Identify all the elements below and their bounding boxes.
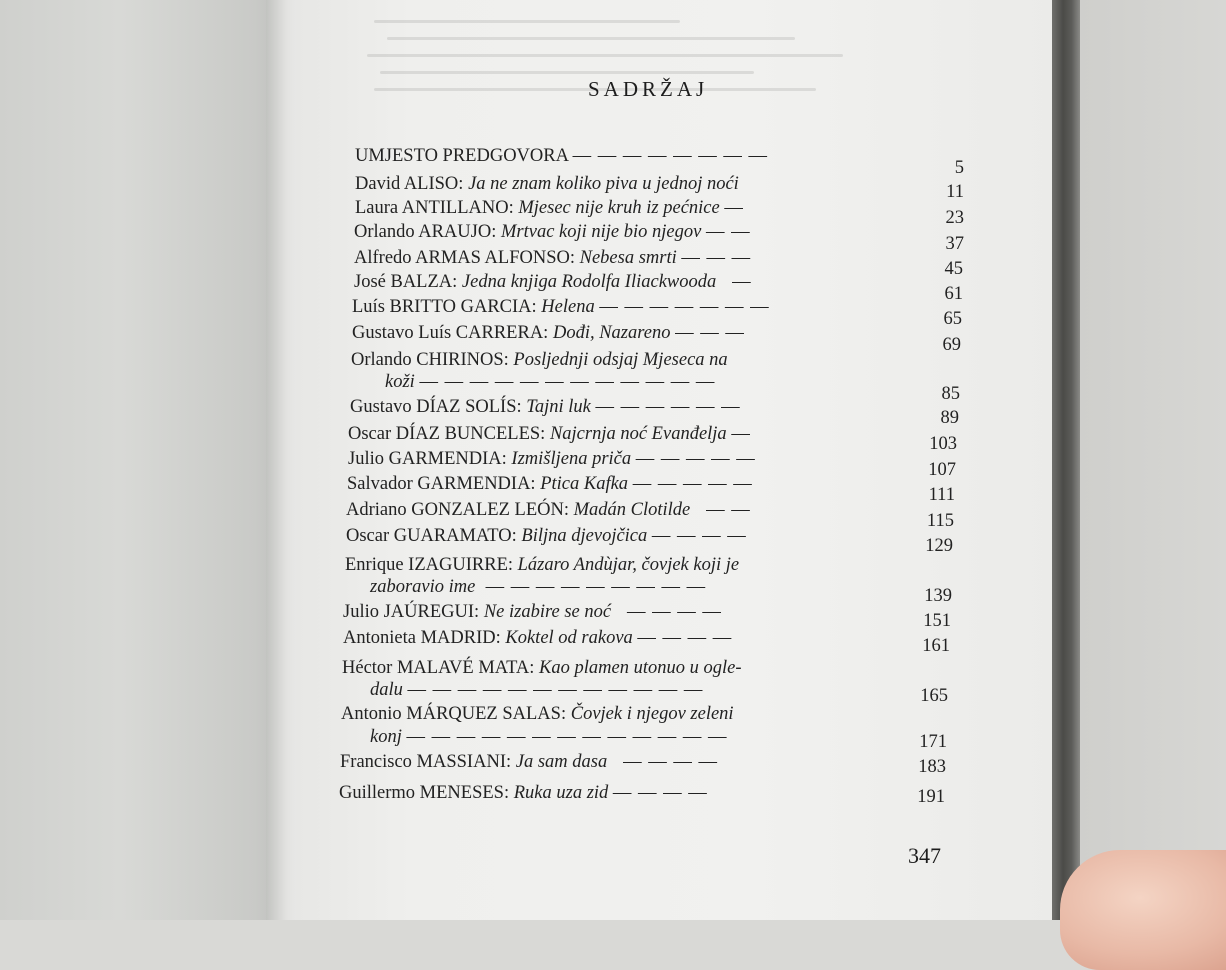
- toc-author: Antonio MÁRQUEZ SALAS:: [341, 704, 567, 724]
- toc-page-number: 61: [944, 284, 963, 304]
- toc-entry: [343, 602, 722, 623]
- toc-author: Enrique IZAGUIRRE:: [345, 555, 514, 575]
- toc-entry: [346, 526, 747, 547]
- toc-title-continuation: zaboravio ime: [370, 577, 476, 597]
- toc-page-number: 45: [944, 259, 963, 279]
- toc-leader: — — — —: [612, 783, 708, 803]
- toc-leader: — — —: [681, 248, 752, 268]
- toc-title: Ptica Kafka: [540, 474, 629, 494]
- toc-entry: [354, 248, 751, 269]
- toc-leader: —: [731, 424, 751, 444]
- toc-author: Gustavo DÍAZ SOLÍS:: [350, 397, 522, 417]
- toc-entry: [351, 350, 728, 371]
- toc-page-number: 171: [919, 732, 947, 752]
- toc-title: Biljna djevojčica: [521, 526, 648, 546]
- toc-leader: — — — — — — —: [599, 297, 770, 317]
- toc-title: Jedna knjiga Rodolfa Iliackwooda: [461, 272, 717, 292]
- toc-title: Lázaro Andùjar, čovjek koji je: [517, 555, 740, 575]
- toc-entry: [355, 146, 768, 167]
- toc-page-number: 161: [922, 636, 950, 656]
- toc-page-number: 165: [920, 686, 948, 706]
- toc-title-continuation: konj: [370, 727, 402, 747]
- toc-page-number: 139: [924, 586, 952, 606]
- toc-title: Nebesa smrti: [579, 248, 677, 268]
- toc-title: Mrtvac koji nije bio njegov: [500, 222, 702, 242]
- toc-title: Posljednji odsjaj Mjeseca na: [513, 350, 728, 370]
- toc-title-continuation: dalu: [370, 680, 403, 700]
- toc-entry: [341, 704, 734, 725]
- toc-page-number: 103: [929, 434, 957, 454]
- toc-author: David ALISO:: [355, 174, 464, 194]
- toc-entry-continuation: [370, 577, 706, 598]
- toc-title: Najcrnja noć Evanđelja: [549, 424, 727, 444]
- toc-author: José BALZA:: [354, 272, 458, 292]
- toc-entry: [354, 222, 751, 243]
- toc-page-number: 5: [954, 158, 964, 178]
- toc-title: Koktel od rakova: [505, 628, 633, 648]
- toc-author: Laura ANTILLANO:: [355, 198, 514, 218]
- toc-author: Gustavo Luís CARRERA:: [352, 323, 549, 343]
- toc-title: Ruka uza zid: [513, 783, 609, 803]
- table-background: [1080, 0, 1226, 920]
- toc-page-number: 65: [943, 309, 962, 329]
- left-page: [0, 0, 300, 920]
- toc-title: Madán Clotilde: [573, 500, 691, 520]
- toc-entry-continuation: [370, 680, 703, 701]
- toc-leader: —: [720, 272, 752, 292]
- toc-title: Helena: [541, 297, 595, 317]
- toc-author: Julio GARMENDIA:: [348, 449, 507, 469]
- toc-entry: [346, 500, 751, 521]
- toc-author: Francisco MASSIANI:: [340, 752, 512, 772]
- toc-author: Oscar DÍAZ BUNCELES:: [348, 424, 546, 444]
- toc-entry: [345, 555, 739, 576]
- page-number-folio: 347: [908, 843, 941, 868]
- toc-leader: —: [724, 198, 744, 218]
- toc-entry: [339, 783, 708, 804]
- toc-leader: — — — — — — — — — — — —: [419, 372, 716, 392]
- toc-entry-continuation: [385, 372, 715, 393]
- toc-page-number: 89: [940, 408, 959, 428]
- toc-page-number: 69: [942, 335, 961, 355]
- toc-leader: — — — — — — — —: [572, 146, 768, 166]
- toc-entry: [343, 628, 732, 649]
- page-title: SADRŽAJ: [588, 77, 709, 101]
- book-cover-edge: [1052, 0, 1080, 920]
- toc-page-number: 23: [945, 208, 964, 228]
- toc-title: Dođi, Nazareno: [552, 323, 671, 343]
- toc-title: Tajni luk: [526, 397, 591, 417]
- toc-page-number: 111: [928, 485, 955, 505]
- toc-title: Ja ne znam koliko piva u jednoj noći: [468, 174, 739, 194]
- toc-title: Kao plamen utonuo u ogle-: [539, 658, 742, 678]
- toc-author: Salvador GARMENDIA:: [347, 474, 536, 494]
- toc-leader: — — — — — — — — — — — —: [407, 680, 704, 700]
- toc-entry: [342, 658, 742, 679]
- toc-leader: — — — —: [615, 602, 722, 622]
- toc-entry: [347, 474, 753, 495]
- toc-leader: — — — — —: [635, 449, 756, 469]
- toc-entry: [348, 424, 751, 445]
- toc-entry: [350, 397, 741, 418]
- toc-leader: — —: [694, 500, 751, 520]
- toc-leader: — — — —: [611, 752, 718, 772]
- toc-leader: — — — —: [637, 628, 733, 648]
- toc-author: Héctor MALAVÉ MATA:: [342, 658, 535, 678]
- toc-entry: [340, 752, 718, 773]
- toc-leader: — — — —: [651, 526, 747, 546]
- toc-title: Ne izabire se noć: [483, 602, 612, 622]
- toc-author: Orlando CHIRINOS:: [351, 350, 509, 370]
- toc-title: Izmišljena priča: [511, 449, 632, 469]
- toc-author: Adriano GONZALEZ LEÓN:: [346, 500, 569, 520]
- toc-page-number: 107: [928, 460, 956, 480]
- toc-entry: [352, 297, 770, 318]
- toc-page-number: 191: [917, 787, 945, 807]
- toc-leader: — — — — — — — — —: [479, 577, 707, 597]
- toc-page-number: 37: [945, 234, 964, 254]
- toc-entry: [354, 272, 752, 293]
- toc-leader: — — — — — — — — — — — — —: [406, 727, 728, 747]
- toc-title: Mjesec nije kruh iz pećnice: [518, 198, 720, 218]
- toc-title: Ja sam dasa: [515, 752, 608, 772]
- toc-page-number: 11: [946, 182, 964, 202]
- toc-entry: [355, 198, 744, 219]
- toc-leader: — — —: [675, 323, 745, 343]
- toc-author: UMJESTO PREDGOVORA: [355, 146, 568, 166]
- toc-author: Orlando ARAUJO:: [354, 222, 497, 242]
- toc-entry: [355, 174, 739, 195]
- toc-leader: — — — — —: [632, 474, 753, 494]
- toc-author: Oscar GUARAMATO:: [346, 526, 517, 546]
- toc-entry: [352, 323, 745, 344]
- toc-page-number: 129: [925, 536, 953, 556]
- toc-author: Julio JAÚREGUI:: [343, 602, 480, 622]
- toc-author: Antonieta MADRID:: [343, 628, 501, 648]
- toc-author: Guillermo MENESES:: [339, 783, 510, 803]
- toc-page-number: 183: [918, 757, 946, 777]
- show-through-text: [360, 6, 1040, 131]
- toc-leader: — — — — — —: [595, 397, 741, 417]
- thumb: [1060, 850, 1226, 970]
- toc-title-continuation: koži: [385, 372, 415, 392]
- toc-leader: — —: [705, 222, 751, 242]
- toc-page-number: 85: [941, 384, 960, 404]
- toc-entry-continuation: [370, 727, 727, 748]
- toc-entry: [348, 449, 756, 470]
- toc-page-number: 151: [923, 611, 951, 631]
- toc-author: Luís BRITTO GARCIA:: [352, 297, 537, 317]
- toc-title: Čovjek i njegov zeleni: [570, 704, 734, 724]
- toc-page-number: 115: [926, 511, 954, 531]
- toc-author: Alfredo ARMAS ALFONSO:: [354, 248, 575, 268]
